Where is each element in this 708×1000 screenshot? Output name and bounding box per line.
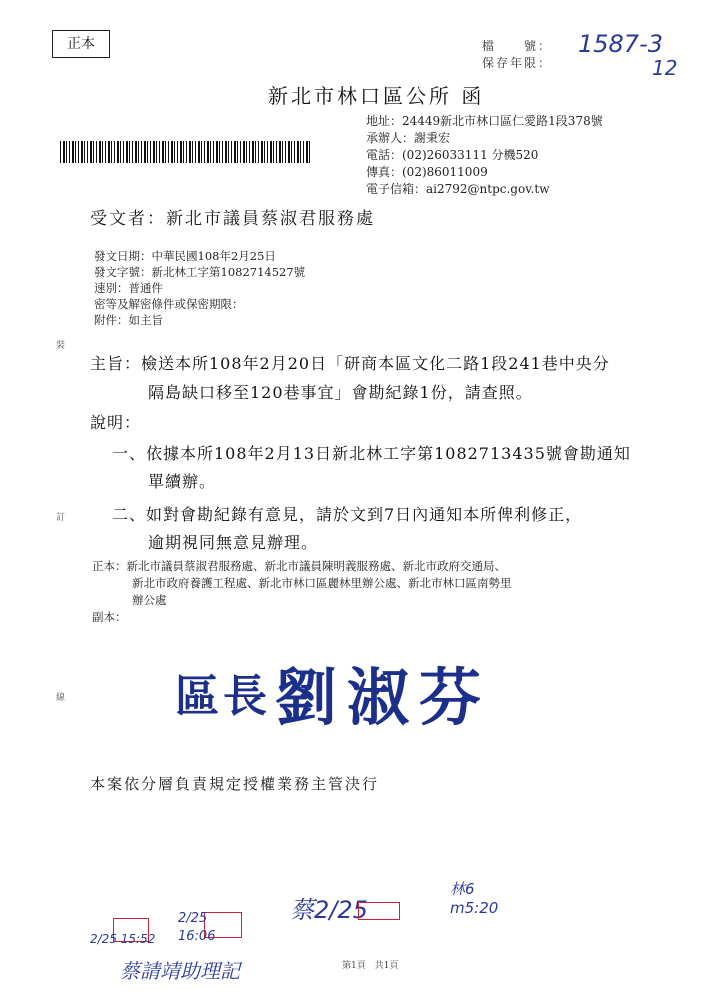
explanation-item-2-line-1: 二、如對會勘紀錄有意見，請於文到7日內通知本所俾利修正，	[112, 505, 583, 524]
issue-date: 發文日期：中華民國108年2月25日	[94, 249, 276, 263]
secrecy-level: 密等及解密條件或保密期限：	[94, 297, 244, 311]
explanation-item-1-line-1: 一、依據本所108年2月13日新北林工字第1082713435號會勘通知	[112, 444, 631, 463]
explanation-item-2-line-2: 逾期視同無意見辦理。	[148, 533, 319, 552]
handler-line: 承辦人：謝秉宏	[366, 131, 451, 145]
signature-name: 劉淑芬	[275, 661, 492, 734]
delivery-speed: 速別：普通件	[94, 281, 163, 295]
binding-mark-top: 裝	[56, 341, 66, 351]
barcode-icon	[60, 141, 310, 163]
handwritten-date-2: 2/25 16:06	[178, 911, 216, 944]
original-recipients-line-3: 辦公處	[132, 593, 167, 607]
original-recipients-line-2: 新北市政府養護工程處、新北市林口區麗林里辦公處、新北市林口區南勢里	[132, 576, 512, 590]
recipient-line: 受文者：新北市議員蔡淑君服務處	[90, 209, 375, 229]
handwritten-right-mark: 林6 m5:20	[450, 880, 499, 917]
email-line: 電子信箱：ai2792@ntpc.gov.tw	[366, 182, 550, 196]
attachment-line: 附件：如主旨	[94, 313, 163, 327]
retention-label: 保存年限：	[482, 56, 553, 70]
handwritten-initials: 蔡2/25	[290, 896, 368, 924]
handwritten-note: 蔡請靖助理記	[120, 959, 240, 983]
officer-stamp	[358, 902, 400, 920]
file-number-label: 檔 號：	[482, 39, 553, 53]
address-line: 地址：24449新北市林口區仁愛路1段378號	[366, 114, 603, 128]
subject-line-1: 主旨：檢送本所108年2月20日「研商本區文化二路1段241巷中央分	[90, 354, 610, 373]
subject-line-2: 隔島缺口移至120巷事宜」會勘紀錄1份，請查照。	[148, 383, 533, 402]
binding-mark-bottom: 線	[56, 693, 66, 703]
copy-recipients: 副本：	[92, 610, 127, 624]
original-recipients-line-1: 正本：新北市議員蔡淑君服務處、新北市議員陳明義服務處、新北市政府交通局、	[92, 559, 506, 573]
authorization-note: 本案依分層負責規定授權業務主管決行	[90, 775, 380, 793]
handwritten-retention: 12	[652, 56, 678, 80]
document-number: 發文字號：新北林工字第1082714527號	[94, 265, 306, 279]
explanation-heading: 說明：	[90, 413, 142, 432]
phone-line: 電話：(02)26033111 分機520	[366, 148, 539, 162]
handwritten-file-number: 1587-3	[578, 30, 664, 58]
document-title: 新北市林口區公所 函	[268, 84, 485, 108]
binding-mark-middle: 訂	[56, 513, 66, 523]
signature-title: 區長	[175, 671, 271, 722]
fax-line: 傳真：(02)86011009	[366, 165, 488, 179]
handwritten-date-1: 2/25 15:52	[90, 932, 156, 946]
document-type-box: 正本	[52, 30, 110, 58]
explanation-item-1-line-2: 單續辦。	[148, 472, 217, 491]
page-number: 第1頁 共1頁	[342, 961, 399, 971]
